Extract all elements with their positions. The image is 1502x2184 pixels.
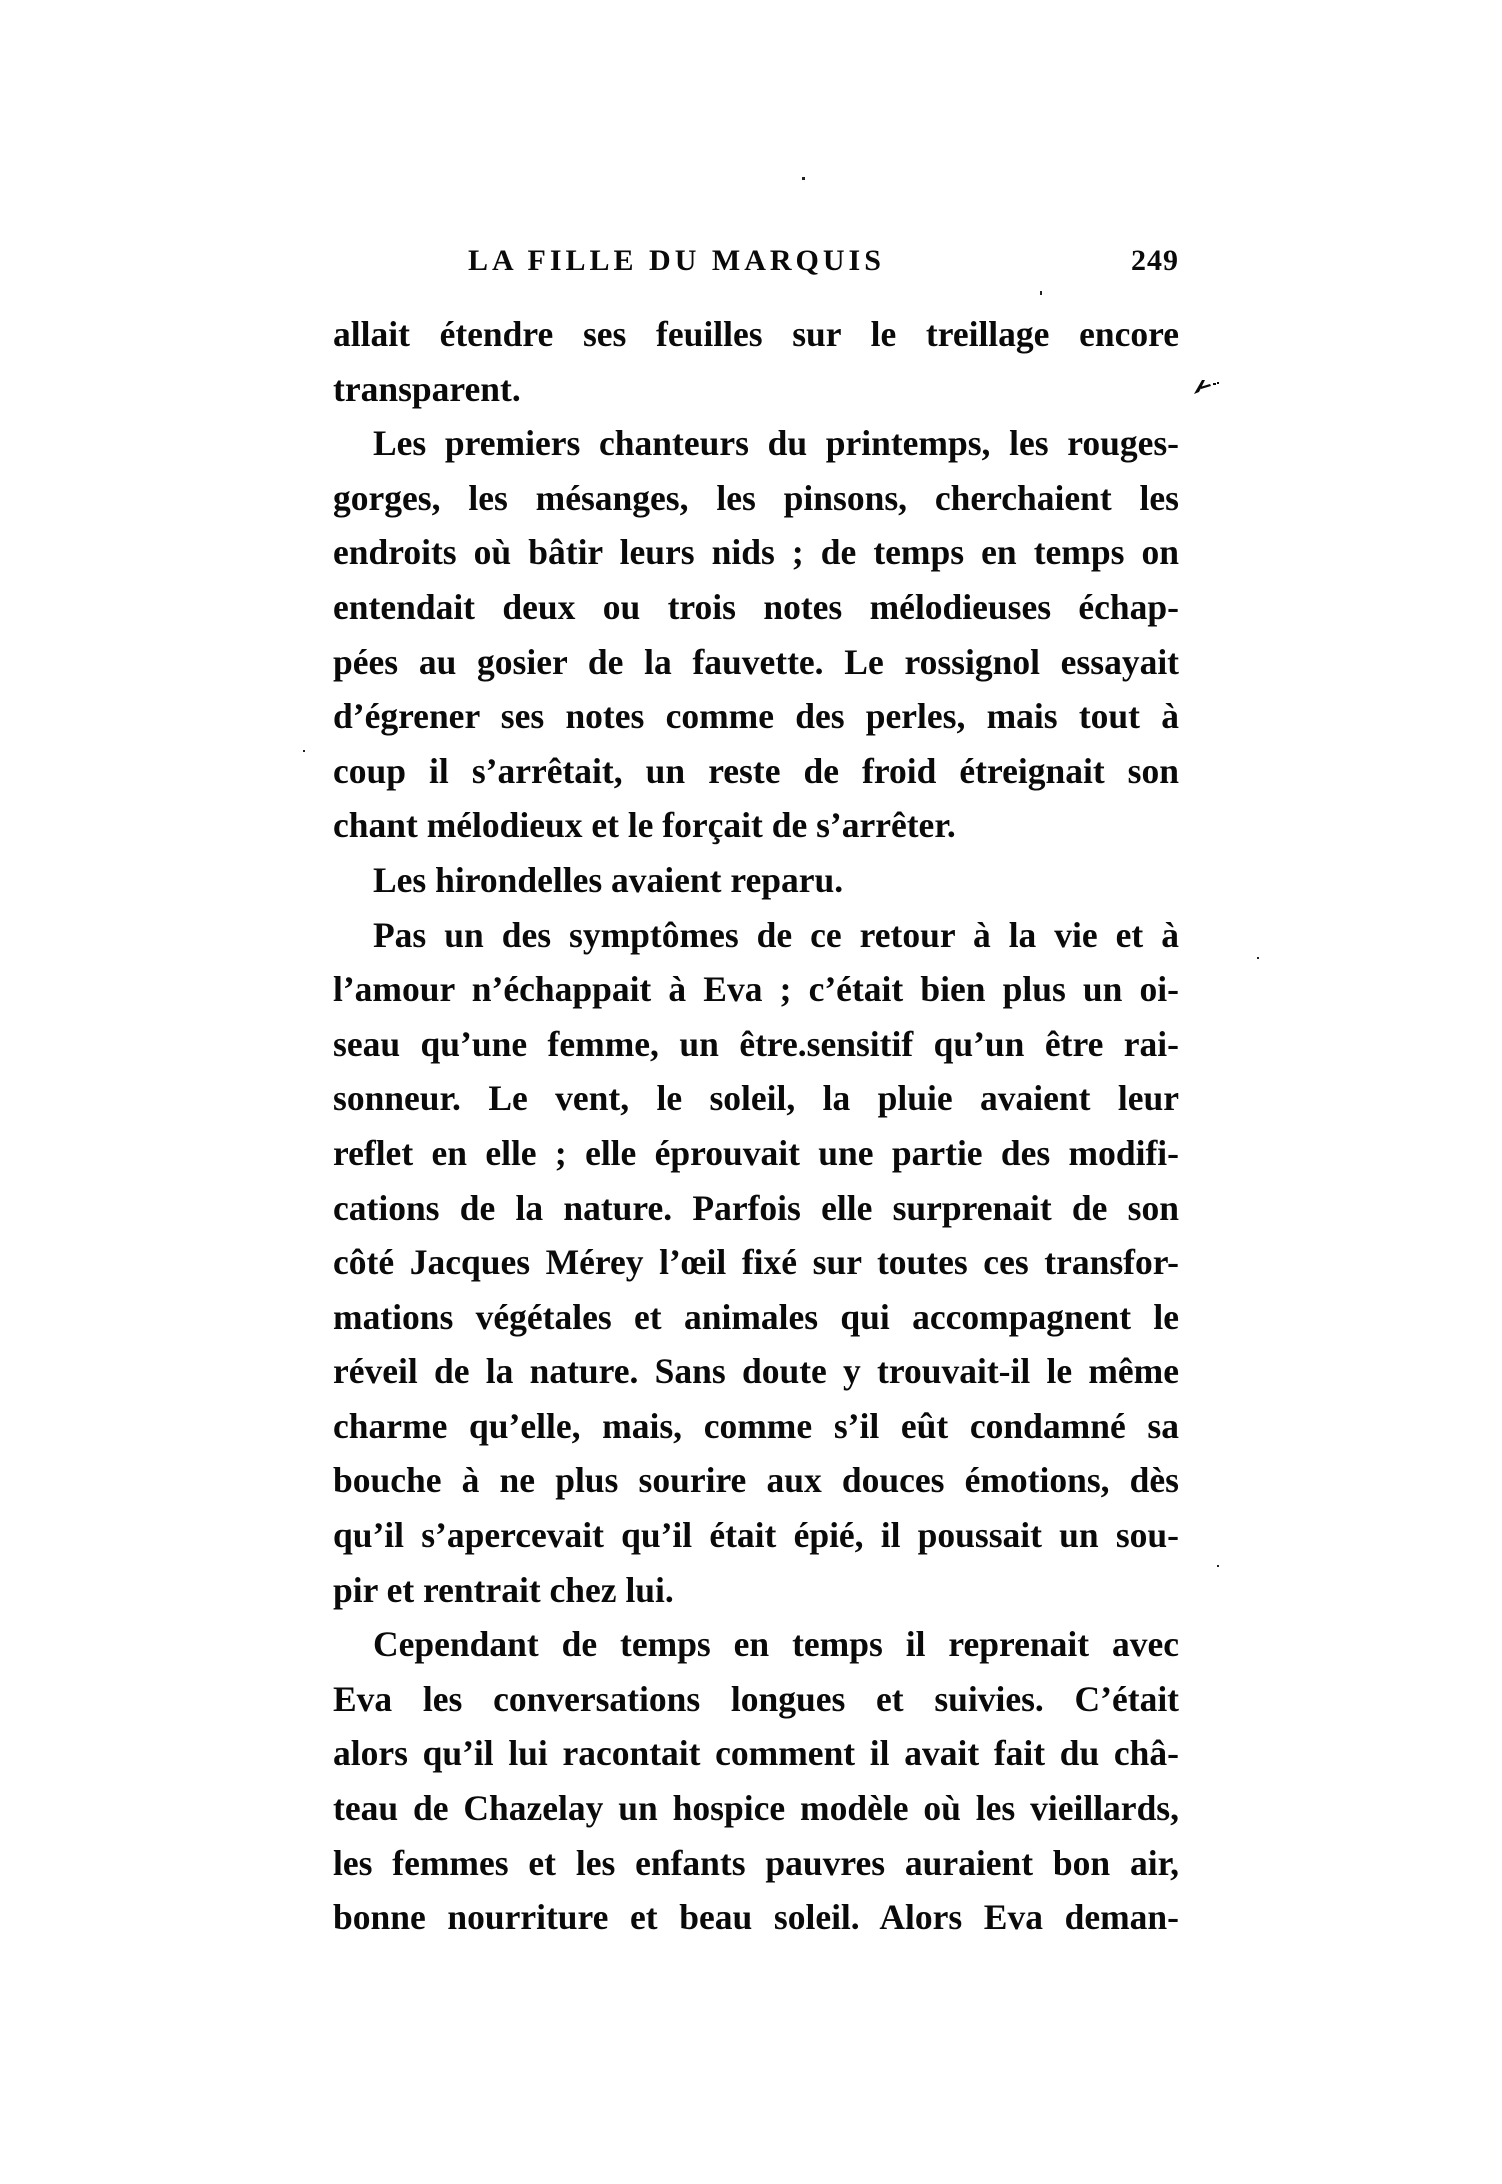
scan-speck [1040,291,1042,295]
running-header [333,244,1179,284]
text-line: gorges, les mésanges, les pinsons, cherchaient les [333,477,1179,518]
text-line: entendait deux ou trois notes mélodieuses échap- [333,586,1179,627]
scan-speck [1257,957,1259,959]
text-line: teau de Chazelay un hospice modèle où les vieillards, [333,1788,1179,1829]
text-line: chant mélodieux et le forçait de s’arrêter. [333,805,956,846]
text-line: bonne nourriture et beau soleil. Alors Eva deman- [333,1897,1179,1938]
text-line: les femmes et les enfants pauvres auraient bon air, [333,1842,1179,1883]
text-line: endroits où bâtir leurs nids ; de temps en temps on [333,532,1179,573]
text-line: mations végétales et animales qui accompagnent le [333,1296,1179,1337]
text-line: charme qu’elle, mais, comme s’il eût condamné sa [333,1405,1179,1446]
text-line: Eva les conversations longues et suivies. C’était [333,1678,1179,1719]
text-line: pées au gosier de la fauvette. Le rossignol essayait [333,641,1179,682]
body-text [333,307,1179,1945]
text-line: cations de la nature. Parfois elle surprenait de son [333,1187,1179,1228]
text-line: transparent. [333,368,521,409]
text-line: réveil de la nature. Sans doute y trouvait-il le même [333,1351,1179,1392]
text-line: coup il s’arrêtait, un reste de froid étreignait son [333,750,1179,791]
scan-speck [303,750,305,752]
text-line: reflet en elle ; elle éprouvait une partie des modifi- [333,1132,1179,1173]
text-line: l’amour n’échappait à Eva ; c’était bien plus un oi- [333,969,1179,1010]
text-line: côté Jacques Mérey l’œil fixé sur toutes ces transfor- [333,1242,1179,1283]
text-line: sonneur. Le vent, le soleil, la pluie avaient leur [333,1078,1179,1119]
text-line: pir et rentrait chez lui. [333,1569,674,1610]
scan-speck [1217,1565,1219,1567]
text-line: allait étendre ses feuilles sur le treillage encore [333,314,1179,354]
text-line: Cependant de temps en temps il reprenait avec [373,1624,1179,1665]
text-line: seau qu’une femme, un être.sensitif qu’un être rai- [333,1023,1179,1064]
text-line: Les premiers chanteurs du printemps, les rouges- [373,423,1179,464]
text-line: Pas un des symptômes de ce retour à la vie et à [373,914,1179,955]
text-line: Les hirondelles avaient reparu. [373,859,844,900]
running-title: LA FILLE DU MARQUIS [468,244,885,277]
text-line: alors qu’il lui racontait comment il avait fait du châ- [333,1733,1179,1774]
text-line: qu’il s’apercevait qu’il était épié, il poussait un sou- [333,1515,1179,1556]
scan-speck [802,177,805,180]
text-line: d’égrener ses notes comme des perles, mais tout à [333,696,1179,737]
handwritten-pen-mark-icon [1190,372,1220,398]
page-number: 249 [1131,244,1179,277]
text-line: bouche à ne plus sourire aux douces émotions, dès [333,1460,1179,1501]
